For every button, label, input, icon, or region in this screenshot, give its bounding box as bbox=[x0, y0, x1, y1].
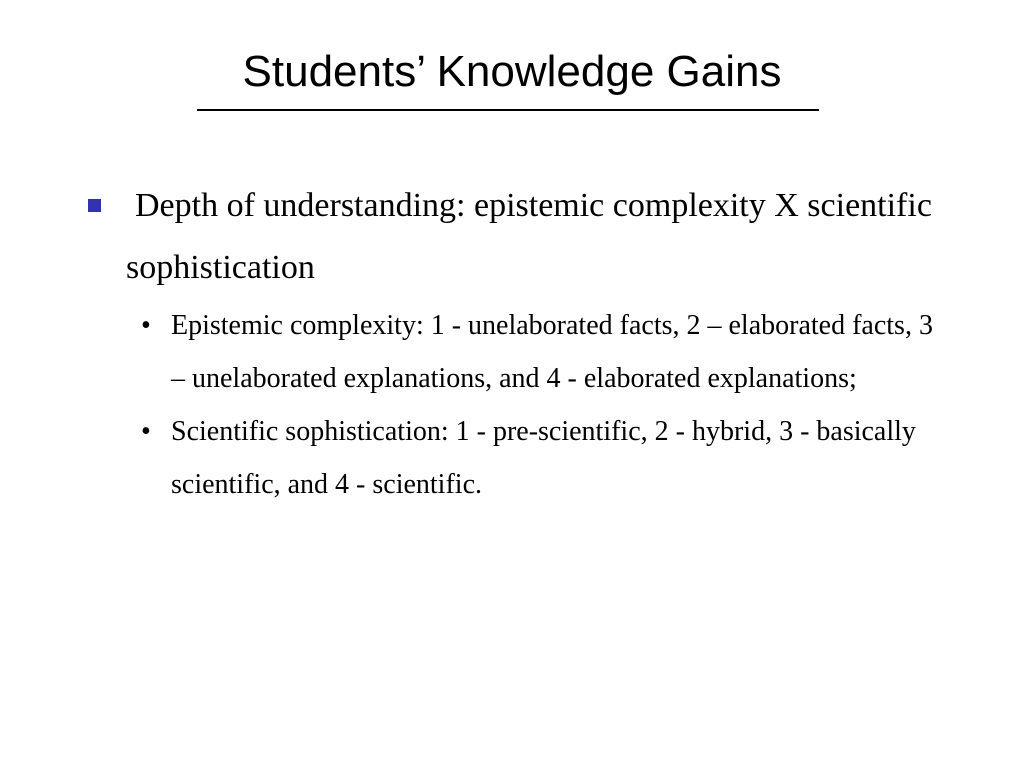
slide-body bbox=[88, 175, 948, 511]
dot-bullet-icon: • bbox=[141, 416, 151, 447]
square-bullet-icon bbox=[88, 199, 101, 212]
sub-bullet-epistemic-complexity bbox=[88, 299, 948, 405]
sub-bullet-text: Scientific sophistication: 1 - pre-scientific, 2 - hybrid, 3 - basically scientific, and 4 - scientific. bbox=[171, 416, 916, 500]
sub-bullet-list bbox=[88, 299, 948, 511]
bullet-text: Depth of understanding: epistemic complexity X scientific sophistication bbox=[126, 187, 932, 286]
bullet-depth-of-understanding bbox=[88, 175, 948, 299]
slide-title: Students’ Knowledge Gains bbox=[242, 47, 782, 96]
sub-bullet-scientific-sophistication bbox=[88, 405, 948, 511]
dot-bullet-icon: • bbox=[141, 310, 151, 341]
sub-bullet-text: Epistemic complexity: 1 - unelaborated facts, 2 – elaborated facts, 3 – unelaborated explanations, and 4 - elaborated explanations; bbox=[171, 310, 933, 394]
title-underline bbox=[197, 109, 819, 111]
